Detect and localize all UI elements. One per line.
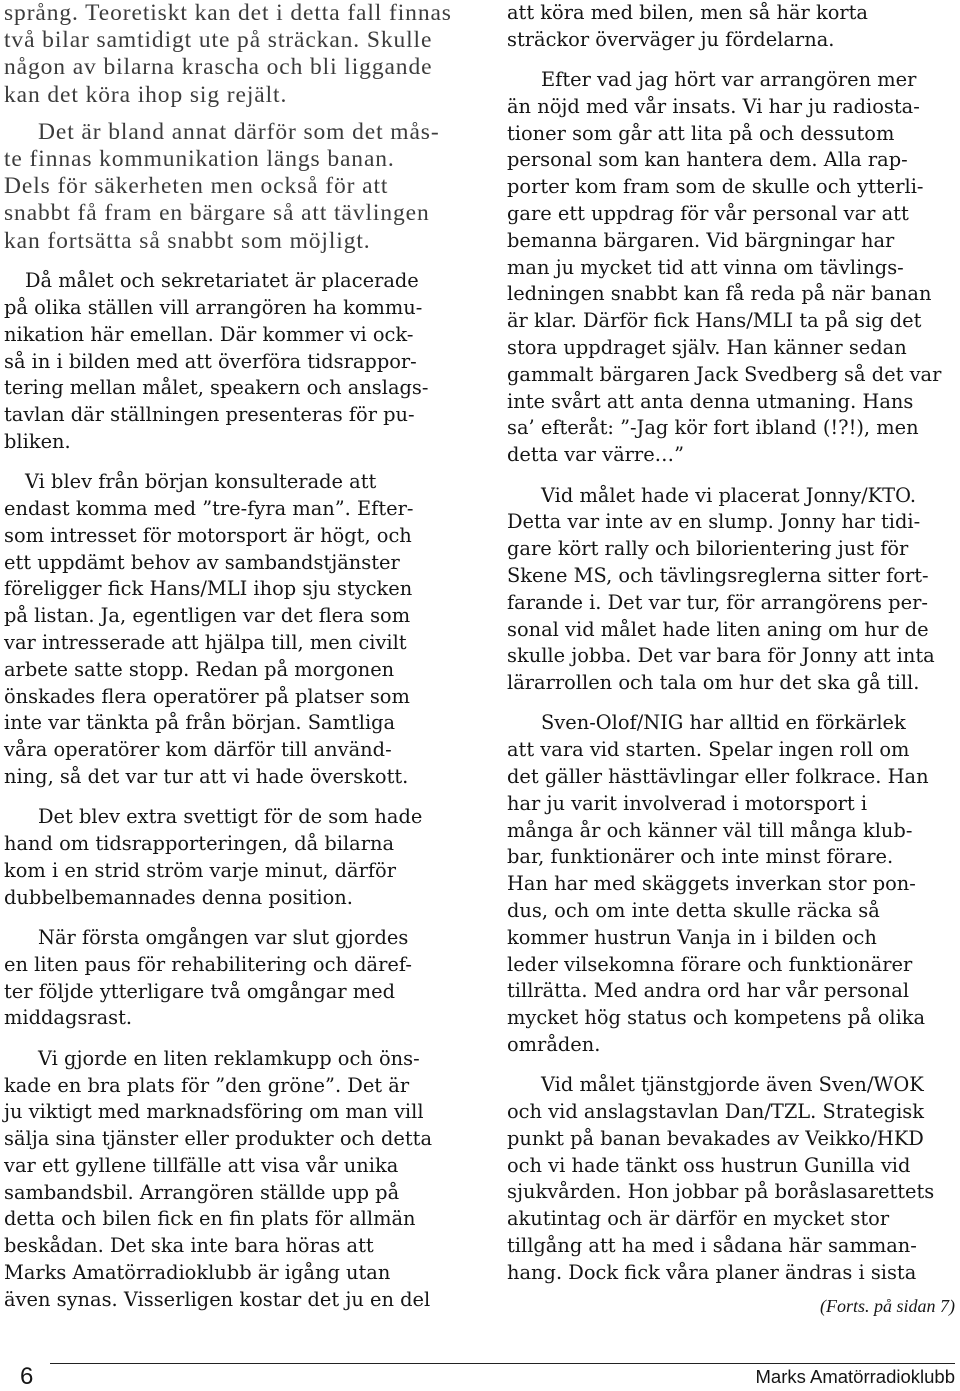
text-line: områden. bbox=[507, 1032, 601, 1056]
paragraph bbox=[4, 1046, 456, 1314]
text-line: arbete satte stopp. Redan på morgonen bbox=[4, 657, 395, 681]
text-line: sambandsbil. Arrangören ställde upp på bbox=[4, 1180, 400, 1204]
publisher-name: Marks Amatörradioklubb bbox=[755, 1366, 955, 1387]
text-line: Dels för säkerheten men också för att bbox=[4, 173, 389, 200]
text-line: inte var tänkta på från början. Samtliga bbox=[4, 711, 396, 735]
paragraph bbox=[507, 483, 957, 697]
text-line: Vi blev från början konsulterade att bbox=[25, 470, 377, 494]
text-line: snabbt få fram en bärgare så att tävlingen bbox=[4, 200, 430, 227]
text-line: även synas. Visserligen kostar det ju en del bbox=[4, 1287, 431, 1311]
paragraph bbox=[4, 804, 456, 911]
text-line: på olika ställen vill arrangören ha kommu- bbox=[4, 295, 423, 319]
text-line: Marks Amatörradioklubb är igång utan bbox=[4, 1261, 391, 1285]
text-line: sa’ efteråt: ”-Jag kör fort ibland (!?!), men bbox=[507, 416, 919, 440]
text-line: ter följde ytterligare två omgångar med bbox=[4, 979, 396, 1003]
text-line: lärarrollen och tala om hur det ska gå till. bbox=[507, 671, 920, 695]
text-line: att vara vid starten. Spelar ingen roll om bbox=[507, 738, 910, 762]
text-line: akutintag och är därför en mycket stor bbox=[507, 1207, 890, 1231]
right-column bbox=[507, 0, 957, 1287]
text-line: har ju varit involverad i motorsport i bbox=[507, 791, 868, 815]
text-line: bar, funktionärer och inte minst förare. bbox=[507, 845, 894, 869]
paragraph bbox=[4, 925, 456, 1032]
text-line: tavlan där ställningen presenteras för pu- bbox=[4, 403, 415, 427]
text-line: endast komma med ”tre-fyra man”. Efter- bbox=[4, 497, 414, 521]
text-line: tering mellan målet, speakern och anslags- bbox=[4, 376, 429, 400]
text-line: föreligger fick Hans/MLI ihop sju stycken bbox=[4, 577, 413, 601]
text-line: många år och känner väl till många klub- bbox=[507, 818, 913, 842]
text-line: Han har med skäggets inverkan stor pon- bbox=[507, 872, 916, 896]
text-line: kade en bra plats för ”den gröne”. Det är bbox=[4, 1073, 410, 1097]
text-line: sonal vid målet hade liten aning om hur de bbox=[507, 617, 929, 641]
text-line: beskådan. Det ska inte bara höras att bbox=[4, 1234, 374, 1258]
text-line: Det är bland annat därför som det mås- bbox=[38, 118, 440, 145]
text-line: Skene MS, och tävlingsreglerna sitter fort- bbox=[507, 563, 929, 587]
footer-divider bbox=[50, 1363, 955, 1364]
text-line: ledningen snabbt kan få reda på när banan bbox=[507, 282, 932, 306]
text-line: man ju mycket tid att vinna om tävlings- bbox=[507, 255, 904, 279]
text-line: tillgång att ha med i sådana här samman- bbox=[507, 1234, 917, 1258]
text-line: och vid anslagstavlan Dan/TZL. Strategisk bbox=[507, 1100, 924, 1124]
text-line: någon av bilarna krascha och bli liggande bbox=[4, 54, 433, 81]
text-line: och vi hade tänkt oss hustrun Gunilla vid bbox=[507, 1153, 911, 1177]
page-number: 6 bbox=[20, 1363, 34, 1390]
text-line: önskades flera operatörer på platser som bbox=[4, 684, 410, 708]
text-line: porter kom fram som de skulle och ytterli- bbox=[507, 175, 924, 199]
text-line: är klar. Därför fick Hans/MLI ta på sig det bbox=[507, 309, 922, 333]
text-line: var ett gyllene tillfälle att visa vår unika bbox=[4, 1153, 399, 1177]
text-line: gammalt bärgaren Jack Svedberg så det var bbox=[507, 362, 942, 386]
paragraph bbox=[507, 67, 957, 469]
text-line: en liten paus för rehabilitering och däref- bbox=[4, 952, 412, 976]
text-line: Vi gjorde en liten reklamkupp och öns- bbox=[38, 1046, 420, 1070]
text-line: gare kört rally och bilorientering just för bbox=[507, 537, 909, 561]
text-line: som intresset för motorsport är högt, och bbox=[4, 523, 412, 547]
text-line: hang. Dock fick våra planer ändras i sista bbox=[507, 1260, 917, 1284]
text-line: leder vilsekomna förare och funktionärer bbox=[507, 952, 913, 976]
text-line: ning, så det var tur att vi hade överskott. bbox=[4, 765, 409, 789]
left-column bbox=[4, 0, 456, 1314]
text-line: bliken. bbox=[4, 429, 71, 453]
continuation-note: (Forts. på sidan 7) bbox=[820, 1296, 955, 1316]
text-line: stora uppdraget själv. Han känner sedan bbox=[507, 336, 907, 360]
text-line: inte svårt att anta denna utmaning. Hans bbox=[507, 389, 914, 413]
text-line: Det blev extra svettigt för de som hade bbox=[38, 805, 423, 829]
text-line: kom i en strid ström varje minut, därför bbox=[4, 858, 396, 882]
paragraph bbox=[507, 0, 957, 54]
text-line: våra operatörer kom därför till använd- bbox=[4, 738, 392, 762]
text-line: Efter vad jag hört var arrangören mer bbox=[541, 68, 917, 92]
paragraph bbox=[4, 268, 456, 456]
text-line: detta och bilen fick en fin plats för allmän bbox=[4, 1207, 416, 1231]
text-line: än nöjd med vår insats. Vi har ju radiosta- bbox=[507, 94, 920, 118]
paragraph bbox=[507, 710, 957, 1058]
text-line: sjukvården. Hon jobbar på boråslasarettets bbox=[507, 1180, 935, 1204]
text-line: dus, och om inte detta skulle räcka så bbox=[507, 899, 880, 922]
text-line: punkt på banan bevakades av Veikko/HKD bbox=[507, 1126, 924, 1150]
text-line: sälja sina tjänster eller produkter och detta bbox=[4, 1127, 433, 1151]
paragraph bbox=[4, 0, 456, 109]
text-line: Vid målet hade vi placerat Jonny/KTO. bbox=[541, 483, 916, 507]
text-line: språng. Teoretiskt kan det i detta fall finnas bbox=[4, 0, 452, 26]
text-line: kommer hustrun Vanja in i bilden och bbox=[507, 925, 877, 949]
text-line: hand om tidsrapporteringen, då bilarna bbox=[4, 832, 395, 856]
text-line: När första omgången var slut gjordes bbox=[38, 926, 409, 950]
text-line: mycket hög status och kompetens på olika bbox=[507, 1006, 926, 1030]
text-line: te finnas kommunikation längs banan. bbox=[4, 145, 395, 172]
text-line: ju viktigt med marknadsföring om man vill bbox=[4, 1100, 424, 1124]
text-line: kan det köra ihop sig rejält. bbox=[4, 81, 288, 108]
text-line: det gäller hästtävlingar eller folkrace. Han bbox=[507, 765, 929, 789]
paragraph bbox=[4, 469, 456, 791]
text-line: Då målet och sekretariatet är placerade bbox=[25, 269, 419, 293]
paragraph bbox=[507, 1072, 957, 1286]
text-line: farande i. Det var tur, för arrangörens per- bbox=[507, 590, 928, 614]
paragraph bbox=[4, 119, 456, 255]
text-line: så in i bilden med att överföra tidsrappor- bbox=[4, 349, 417, 373]
text-line: ett uppdämt behov av sambandstjänster bbox=[4, 550, 400, 574]
text-line: gare ett uppdrag för vår personal var att bbox=[507, 202, 909, 226]
text-line: detta var värre…” bbox=[507, 443, 684, 467]
text-line: bemanna bärgaren. Vid bärgningar har bbox=[507, 228, 895, 252]
text-line: personal som kan hantera dem. Alla rap- bbox=[507, 148, 908, 172]
text-line: tioner som går att lita på och dessutom bbox=[507, 121, 895, 145]
text-line: på listan. Ja, egentligen var det flera som bbox=[4, 604, 411, 628]
text-line: två bilar samtidigt ute på sträckan. Skulle bbox=[4, 27, 433, 54]
text-line: var intresserade att hjälpa till, men civilt bbox=[4, 631, 407, 655]
text-line: Vid målet tjänstgjorde även Sven/WOK bbox=[541, 1073, 924, 1097]
text-line: sträckor överväger ju fördelarna. bbox=[507, 27, 835, 51]
text-line: dubbelbemannades denna position. bbox=[4, 885, 353, 909]
text-line: middagsrast. bbox=[4, 1006, 133, 1030]
text-line: Detta var inte av en slump. Jonny har tidi- bbox=[507, 510, 921, 534]
text-line: skulle jobba. Det var bara för Jonny att inta bbox=[507, 644, 935, 668]
text-line: Sven-Olof/NIG har alltid en förkärlek bbox=[541, 711, 906, 735]
text-line: nikation här emellan. Där kommer vi ock- bbox=[4, 322, 414, 346]
text-line: tillrätta. Med andra ord har vår personal bbox=[507, 979, 910, 1003]
text-line: att köra med bilen, men så här korta bbox=[507, 1, 868, 24]
text-line: kan fortsätta så snabbt som möjligt. bbox=[4, 227, 371, 254]
